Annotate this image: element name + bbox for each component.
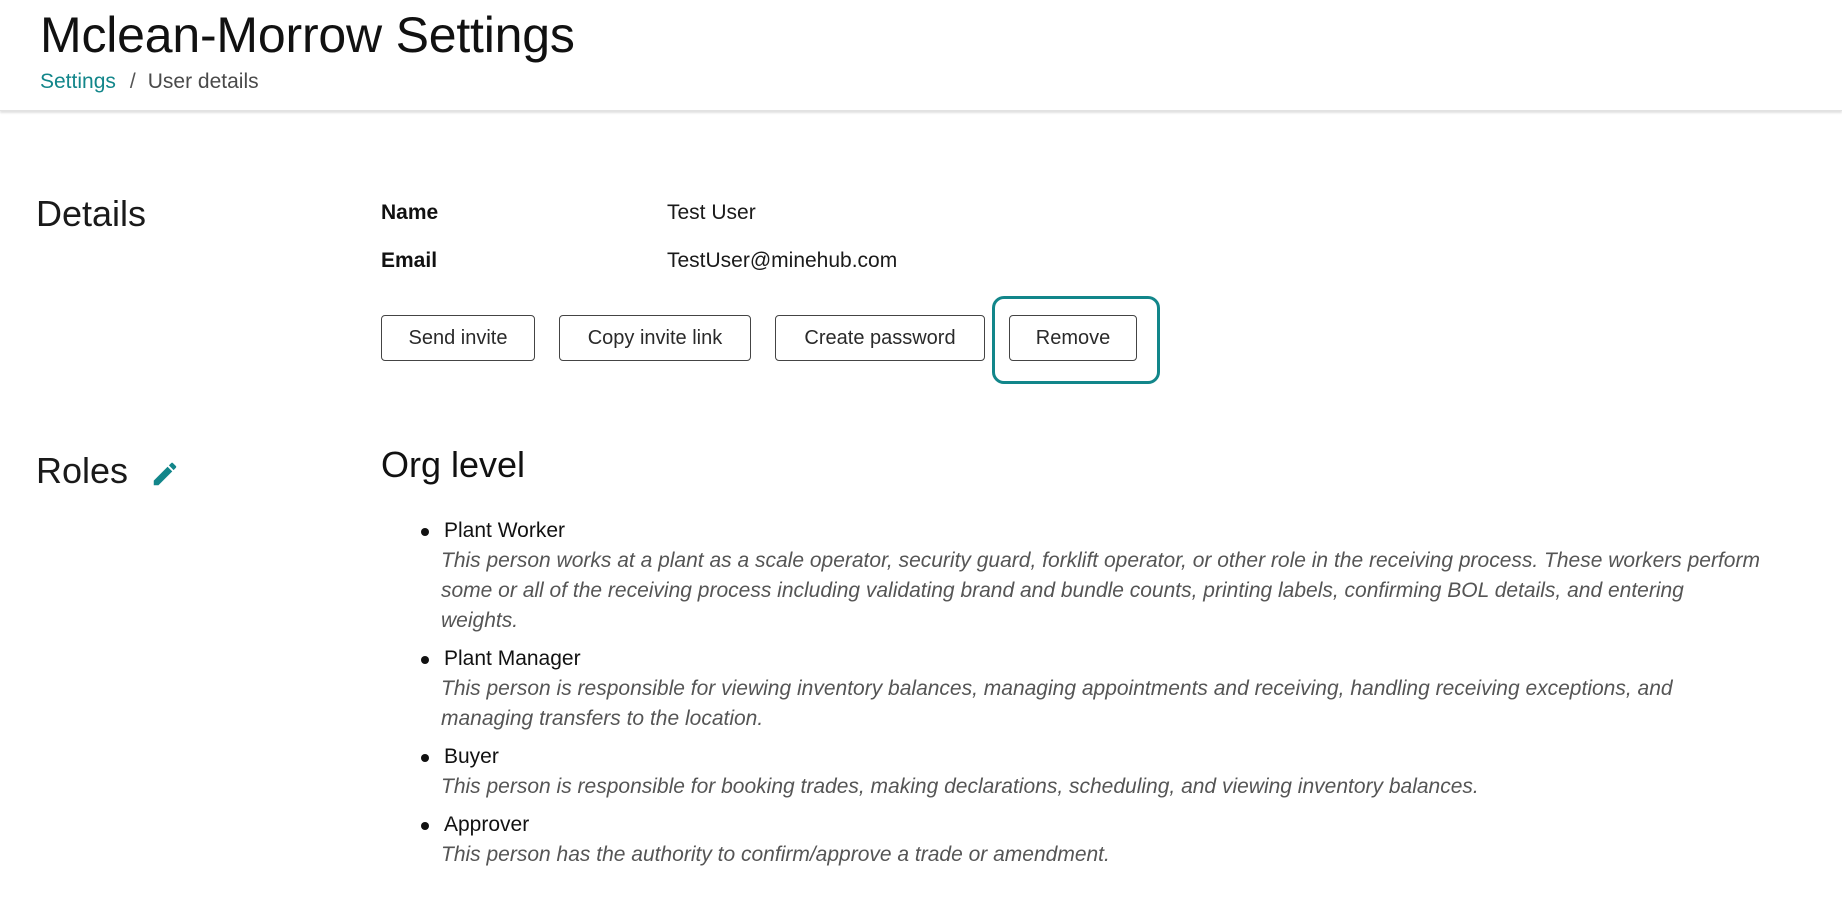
breadcrumb-separator: / (129, 70, 136, 93)
email-value: TestUser@minehub.com (667, 249, 898, 272)
copy-invite-link-button[interactable]: Copy invite link (559, 315, 751, 361)
role-name: Approver (444, 813, 530, 836)
name-value: Test User (667, 201, 756, 224)
create-password-button[interactable]: Create password (775, 315, 985, 361)
role-description: This person is responsible for booking trades, making declarations, scheduling, and viewing inventory balances. (441, 775, 1479, 798)
page-title: Mclean-Morrow Settings (40, 7, 575, 63)
bullet (421, 656, 429, 664)
remove-button[interactable]: Remove (1009, 315, 1137, 361)
bullet (421, 822, 429, 830)
role-name: Plant Manager (444, 647, 581, 670)
role-description: This person is responsible for viewing inventory balances, managing appointments and receiving, handling receiving exceptions, and managing transfers to the location. (441, 677, 1673, 730)
pencil-icon[interactable] (150, 459, 180, 489)
breadcrumb-current: User details (147, 70, 259, 93)
name-label: Name (381, 201, 439, 224)
role-description: This person has the authority to confirm/approve a trade or amendment. (441, 843, 1110, 866)
roles-list (381, 516, 1761, 878)
breadcrumb-settings-link[interactable]: Settings (40, 70, 116, 93)
org-level-heading: Org level (381, 444, 526, 485)
roles-section-title: Roles (36, 450, 129, 491)
role-item-approver (381, 810, 1761, 870)
role-name: Buyer (444, 745, 499, 768)
role-description: This person works at a plant as a scale operator, security guard, forklift operator, or other role in the receiving process. These workers perform some or all of the receiving process including validating brand and bundle counts, printing labels, confirming BOL details, and entering weights. (441, 549, 1760, 632)
breadcrumb (40, 70, 259, 94)
page-header (0, 0, 1842, 111)
bullet (421, 754, 429, 762)
email-label: Email (381, 249, 438, 272)
details-section-title: Details (36, 193, 147, 234)
role-item-buyer (381, 742, 1761, 802)
role-item-plant-manager (381, 644, 1761, 734)
role-item-plant-worker (381, 516, 1761, 636)
bullet (421, 528, 429, 536)
send-invite-button[interactable]: Send invite (381, 315, 535, 361)
role-name: Plant Worker (444, 519, 565, 542)
